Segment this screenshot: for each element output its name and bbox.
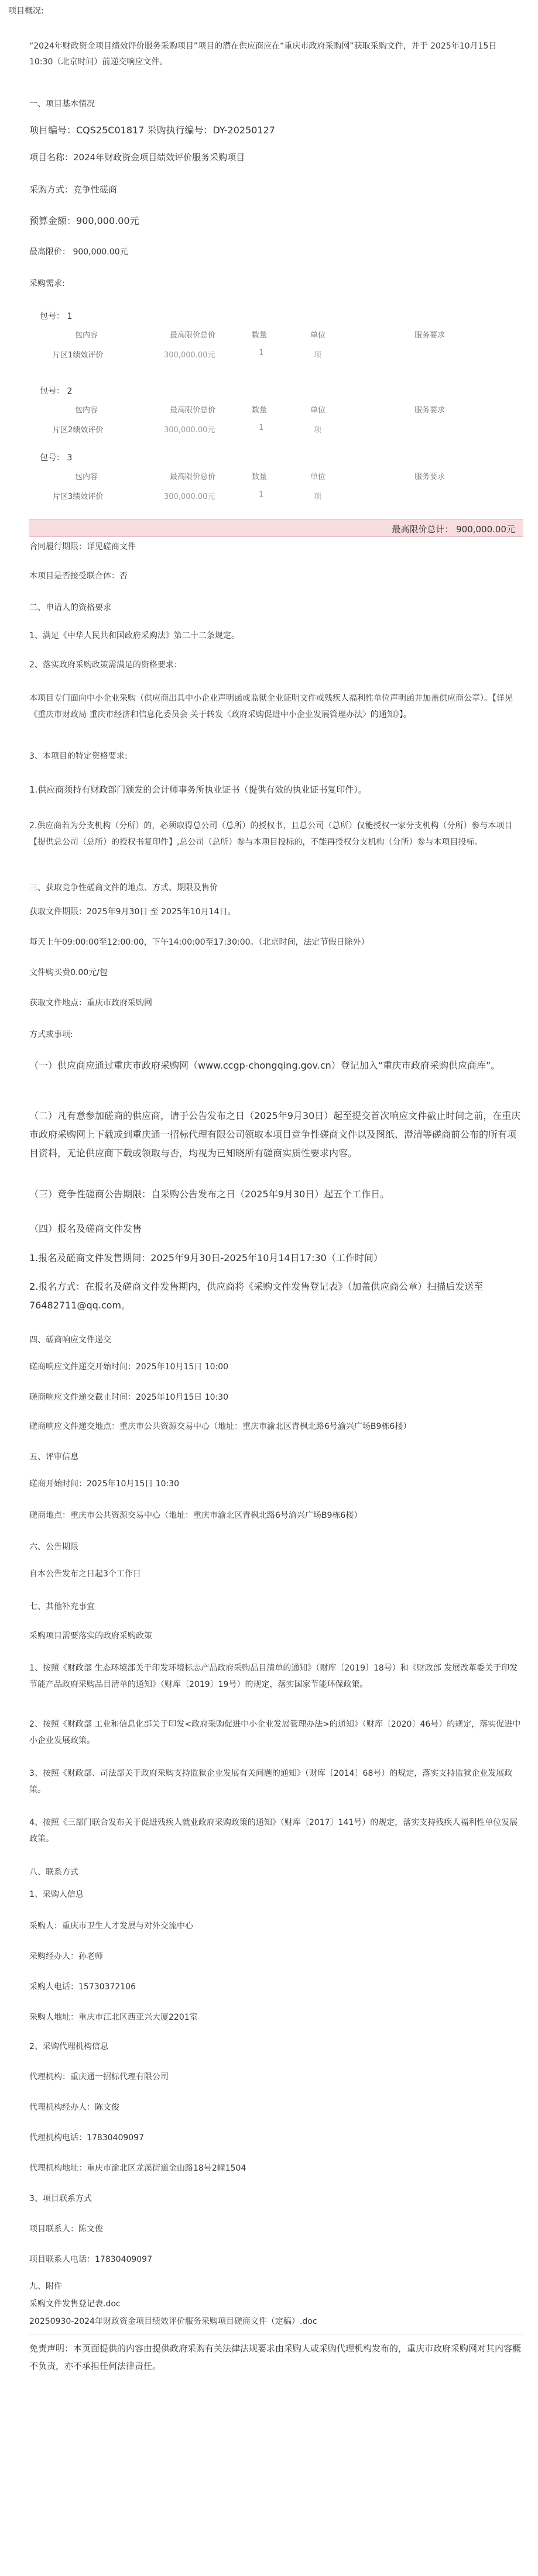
project-codes: 项目编号：CQS25C01817 采购执行编号：DY-20250127 — [29, 125, 275, 136]
cell-unit: 项 — [314, 426, 322, 435]
package-label: 包号： 3 — [40, 453, 73, 463]
cell-price: 300,000.00元 — [164, 426, 215, 435]
total-ceiling-text: 最高限价总计： 900,000.00元 — [392, 524, 515, 535]
package-table — [53, 324, 509, 364]
policy-item-2: 2、按照《财政部 工业和信息化部关于印发<政府采购促进中小企业发展管理办法>的通知》（财库〔2020〕46号）的规定，落实促进中小企业发展政策。 — [29, 1720, 521, 1745]
cell-content: 片区2绩效评价 — [53, 426, 104, 435]
cell-qty: 1 — [259, 423, 264, 432]
section-heading-opening: 五、评审信息 — [29, 1452, 78, 1462]
col-service: 服务要求 — [414, 331, 446, 340]
obtain-way-3: （三）竞争性磋商公告期限：自采购公告发布之日（2025年9月30日）起五个工作日。 — [29, 1189, 390, 1200]
package-table-header — [53, 466, 509, 485]
requirement-3-2: 2.供应商若为分支机构（分所）的，必须取得总公司（总所）的授权书，且总公司（总所）仅能授权一家分支机构（分所）参与本项目【提供总公司（总所）的授权书复印件】,总公司（总所）参与本项目投标的，不能再授权分支机构（分所）参与本项目投标。 — [29, 821, 513, 847]
cell-price: 300,000.00元 — [164, 351, 215, 360]
ceiling-price: 最高限价： 900,000.00元 — [29, 247, 128, 257]
agent-name: 代理机构：重庆通一招标代理有限公司 — [29, 2072, 169, 2082]
obtain-sub-4-2: 2.报名方式：在报名及磋商文件发售期内，供应商将《采购文件发售登记表》（加盖供应商公章）扫描后发送至76482711@qq.com。 — [29, 1281, 484, 1311]
col-qty: 数量 — [252, 331, 268, 340]
disclaimer: 免责声明：本页面提供的内容由提供政府采购有关法律法规要求由采购人或采购代理机构发布的，重庆市政府采购网对其内容概不负责，亦不承担任何法律责任。 — [29, 2343, 522, 2371]
agent-person: 代理机构经办人：陈文俊 — [29, 2103, 119, 2112]
section-heading-attachments: 九、附件 — [29, 2282, 62, 2291]
section-heading-contact: 八、联系方式 — [29, 1868, 78, 1877]
cell-unit: 项 — [314, 351, 322, 360]
buyer-person: 采购经办人：孙老师 — [29, 1952, 103, 1961]
consortium-note: 本项目是否接受联合体：否 — [29, 571, 128, 581]
policy-label: 采购项目需要落实的政府采购政策 — [29, 1631, 152, 1641]
col-qty: 数量 — [252, 406, 268, 415]
obtain-way-label: 方式或事项: — [29, 1030, 73, 1039]
section-heading-basic: 一、项目基本情况 — [29, 99, 95, 109]
procurement-method: 采购方式：竞争性磋商 — [29, 184, 118, 195]
buyer-phone: 采购人电话：15730372106 — [29, 1982, 136, 1992]
section-heading-requirements: 二、申请人的资格要求 — [29, 603, 111, 612]
opening-time: 磋商开始时间：2025年10月15日 10:30 — [29, 1479, 180, 1489]
demand-label: 采购需求: — [29, 279, 65, 288]
package-table-header — [53, 324, 509, 344]
col-price: 最高限价总价 — [170, 406, 216, 415]
package-table — [53, 466, 509, 505]
col-service: 服务要求 — [414, 473, 446, 481]
col-qty: 数量 — [252, 473, 268, 481]
package-table-header — [53, 399, 509, 419]
requirement-3-1: 1.供应商须持有财政部门颁发的会计师事务所执业证书（提供有效的执业证书复印件）。 — [29, 784, 367, 795]
notice-period-text: 自本公告发布之日起3个工作日 — [29, 1569, 141, 1579]
requirement-2-text: 本项目专门面向中小企业采购（供应商出具中小企业声明函或监狱企业证明文件或残疾人福利性单位声明函并加盖供应商公章）。【详见《重庆市财政局 重庆市经济和信息化委员会 关于转发〈政府采购促进中小企业发展管理办法〉的通知》】。 — [29, 694, 513, 719]
section-heading-other: 七、其他补充事宜 — [29, 1602, 95, 1611]
policy-item-3: 3、按照《财政部、司法部关于政府采购支持监狱企业发展有关问题的通知》（财库〔2014〕68号）的规定，落实支持监狱企业发展政策。 — [29, 1769, 513, 1795]
agent-heading: 2、采购代理机构信息 — [29, 2042, 108, 2051]
section-heading-notice-period: 六、公告期限 — [29, 1542, 78, 1552]
attachment-link[interactable]: 20250930-2024年财政资金项目绩效评价服务采购项目磋商文件（定稿）.doc — [29, 2317, 317, 2326]
cell-content: 片区3绩效评价 — [53, 493, 104, 501]
attachment-link[interactable]: 采购文件发售登记表.doc — [29, 2299, 121, 2309]
project-name: 项目名称：2024年财政资金项目绩效评价服务采购项目 — [29, 152, 245, 163]
obtain-sub-4-1: 1.报名及磋商文件发售期间：2025年9月30日-2025年10月14日17:30（工作时间） — [29, 1252, 383, 1263]
agent-address: 代理机构地址：重庆市渝北区龙溪街道金山路18号2幢1504 — [29, 2164, 246, 2173]
buyer-heading: 1、采购人信息 — [29, 1890, 84, 1899]
page-title: 项目概况: — [8, 6, 44, 16]
col-content: 包内容 — [75, 473, 98, 481]
intro-paragraph: “2024年财政资金项目绩效评价服务采购项目”项目的潜在供应商应在“重庆市政府采购网”获取采购文件，并于 2025年10月15日 10:30（北京时间）前递交响应文件。 — [29, 42, 497, 67]
project-contact-person: 项目联系人：陈文俊 — [29, 2224, 103, 2234]
submit-end: 磋商响应文件递交截止时间：2025年10月15日 10:30 — [29, 1393, 229, 1402]
opening-place: 磋商地点：重庆市公共资源交易中心（地址：重庆市渝北区青枫北路6号渝兴广场B9栋6楼） — [29, 1511, 362, 1520]
agent-phone: 代理机构电话：17830409097 — [29, 2133, 144, 2143]
cell-qty: 1 — [259, 490, 264, 499]
obtain-price: 文件购买费0.00元/包 — [29, 968, 108, 977]
col-unit: 单位 — [310, 406, 326, 415]
requirement-3: 3、本项目的特定资格要求: — [29, 752, 128, 761]
submit-start: 磋商响应文件递交开始时间：2025年10月15日 10:00 — [29, 1362, 229, 1372]
col-unit: 单位 — [310, 473, 326, 481]
cell-qty: 1 — [259, 349, 264, 357]
col-unit: 单位 — [310, 331, 326, 340]
obtain-sub-4: （四）报名及磋商文件发售 — [29, 1223, 142, 1234]
col-price: 最高限价总价 — [170, 473, 216, 481]
package-table-row — [53, 485, 509, 505]
package-label: 包号： 2 — [40, 387, 73, 396]
obtain-daily-hours: 每天上午09:00:00至12:00:00，下午14:00:00至17:30:00。（北京时间，法定节假日除外） — [29, 938, 369, 947]
section-heading-submit: 四、磋商响应文件递交 — [29, 1335, 111, 1345]
buyer-address: 采购人地址：重庆市江北区西亚兴大厦2201室 — [29, 2013, 198, 2022]
total-ceiling-bar — [29, 519, 523, 537]
policy-item-4: 4、按照《三部门联合发布关于促进残疾人就业政府采购政策的通知》（财库〔2017〕141号）的规定，落实支持残疾人福利性单位发展政策。 — [29, 1818, 518, 1844]
submit-place: 磋商响应文件递交地点：重庆市公共资源交易中心（地址：重庆市渝北区青枫北路6号渝兴广场B9栋6楼） — [29, 1422, 412, 1431]
obtain-place: 获取文件地点：重庆市政府采购网 — [29, 998, 152, 1008]
contract-period: 合同履行期限：详见磋商文件 — [29, 542, 136, 552]
col-content: 包内容 — [75, 406, 98, 415]
package-table — [53, 399, 509, 439]
col-content: 包内容 — [75, 331, 98, 340]
obtain-way-2: （二）凡有意参加磋商的供应商，请于公告发布之日（2025年9月30日）起至提交首次响应文件截止时间之前，在重庆市政府采购网上下载或到重庆通一招标代理有限公司领取本项目竞争性磋商文件以及图纸、澄清等磋商前公布的所有项目资料，无论供应商下载或领取与否，均视为已知晓所有磋商实质性要求内容。 — [29, 1110, 521, 1159]
obtain-period: 获取文件期限：2025年9月30日 至 2025年10月14日。 — [29, 907, 236, 917]
section-heading-obtain: 三、获取竞争性磋商文件的地点、方式、期限及售价 — [29, 883, 218, 893]
buyer-name: 采购人：重庆市卫生人才发展与对外交流中心 — [29, 1921, 193, 1931]
requirement-1: 1、满足《中华人民共和国政府采购法》第二十二条规定。 — [29, 631, 239, 640]
col-price: 最高限价总价 — [170, 331, 216, 340]
budget-amount: 预算金额：900,000.00元 — [29, 215, 139, 226]
project-contact-phone: 项目联系人电话：17830409097 — [29, 2255, 152, 2264]
package-table-row — [53, 344, 509, 364]
requirement-2: 2、落实政府采购政策需满足的资格要求： — [29, 660, 182, 670]
cell-price: 300,000.00元 — [164, 493, 215, 501]
cell-unit: 项 — [314, 493, 322, 501]
package-label: 包号： 1 — [40, 312, 73, 321]
package-table-row — [53, 419, 509, 439]
policy-item-1: 1、按照《财政部 生态环境部关于印发环境标志产品政府采购品目清单的通知》（财库〔2019〕18号）和《财政部 发展改革委关于印发节能产品政府采购品目清单的通知》（财库〔2019〕19号）的规定，落实国家节能环保政策。 — [29, 1664, 518, 1689]
col-service: 服务要求 — [414, 406, 446, 415]
project-contact-heading: 3、项目联系方式 — [29, 2194, 92, 2203]
cell-content: 片区1绩效评价 — [53, 351, 104, 360]
obtain-way-1: （一）供应商应通过重庆市政府采购网（www.ccgp-chongqing.gov.cn）登记加入“重庆市政府采购供应商库”。 — [29, 1060, 501, 1071]
